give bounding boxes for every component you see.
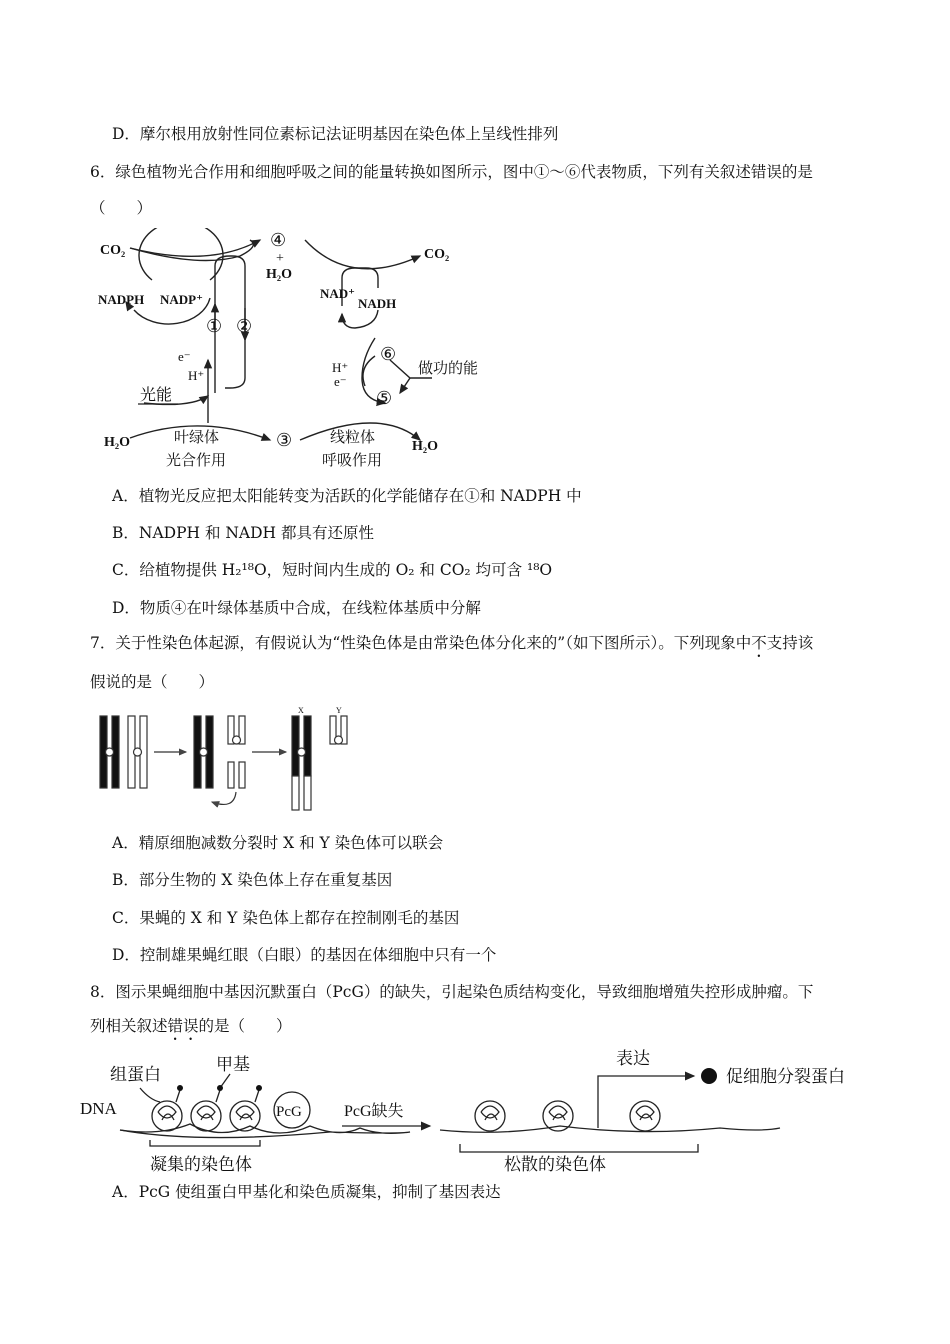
q5-option-d: D．摩尔根用放射性同位素标记法证明基因在染色体上呈线性排列 [112,125,559,143]
label-h2o-left: H₂O [104,435,130,450]
q6-option-a: A．植物光反应把太阳能转变为活跃的化学能储存在①和 NADPH 中 [112,487,582,505]
label-express: 表达 [616,1049,650,1068]
q7-option-a: A．精原细胞减数分裂时 X 和 Y 染色体可以联会 [112,834,444,852]
q7-stem-line2: 假说的是（ ） [90,673,215,691]
label-e-minus-2: e⁻ [334,374,347,389]
q7-option-c: C．果蝇的 X 和 Y 染色体上都存在控制刚毛的基因 [112,909,460,927]
q7-stem-line1: 7．关于性染色体起源，有假说认为“性染色体是由常染色体分化来的”（如下图所示）。下列现象中不支持该 [90,634,814,652]
label-co2-right: CO₂ [424,247,450,262]
label-h-plus: H⁺ [188,368,205,383]
label-x: X [298,706,304,715]
label-loose-chromosome: 松散的染色体 [504,1155,606,1174]
label-respiration: 呼吸作用 [322,453,383,469]
label-pcg-loss: PcG缺失 [344,1103,404,1120]
label-h2o-top: H₂O [266,267,292,282]
label-condensed-chromosome: 凝集的染色体 [150,1155,252,1174]
label-nadp: NADP⁺ [160,292,203,307]
label-6: ⑥ [380,344,397,364]
label-co2-left: CO₂ [100,243,126,258]
label-work-energy: 做功的能 [418,361,479,377]
label-plus: + [276,251,284,266]
label-y: Y [336,706,342,715]
label-nadph: NADPH [98,292,145,307]
label-histone: 组蛋白 [110,1065,161,1084]
q6-option-d: D．物质④在叶绿体基质中合成，在线粒体基质中分解 [112,599,481,617]
label-h2o-right: H₂O [412,439,438,454]
q8-pcg-diagram [80,1040,870,1178]
label-dna: DNA [80,1099,117,1118]
label-h-plus-2: H⁺ [332,360,349,375]
label-pcg: PcG [276,1104,302,1120]
label-mitochondria: 线粒体 [330,430,376,446]
label-light-energy: 光能 [140,387,173,404]
label-methyl: 甲基 [216,1055,250,1074]
q7-chromosome-diagram [94,706,364,818]
label-mitosis-protein: 促细胞分裂蛋白 [726,1067,845,1086]
label-chloroplast: 叶绿体 [174,430,220,446]
label-e-minus: e⁻ [178,349,191,364]
label-5: ⑤ [376,388,393,408]
q6-option-c: C．给植物提供 H₂¹⁸O，短时间内生成的 O₂ 和 CO₂ 均可含 ¹⁸O [112,561,553,579]
q8-stem-line2: 列相关叙述错误的是（ ） [90,1017,292,1035]
q6-answer-paren: （ ） [90,199,153,217]
q7-option-d: D．控制雄果蝇红眼（白眼）的基因在体细胞中只有一个 [112,946,497,964]
label-nadh: NADH [358,296,397,311]
label-4: ④ [270,230,287,250]
label-3: ③ [276,430,293,450]
label-photosynthesis: 光合作用 [166,453,227,469]
q8-option-a: A．PcG 使组蛋白甲基化和染色质凝集，抑制了基因表达 [112,1183,501,1201]
label-1: ① [206,316,223,336]
q6-energy-diagram [90,228,510,476]
q6-stem: 6．绿色植物光合作用和细胞呼吸之间的能量转换如图所示，图中①～⑥代表物质，下列有关叙述错误的是 [90,163,813,181]
q6-option-b: B．NADPH 和 NADH 都具有还原性 [112,524,375,542]
label-nad: NAD⁺ [320,286,356,301]
label-2: ② [236,316,253,336]
q7-option-b: B．部分生物的 X 染色体上存在重复基因 [112,871,393,889]
q8-stem-line1: 8．图示果蝇细胞中基因沉默蛋白（PcG）的缺失，引起染色质结构变化，导致细胞增殖失控形成肿瘤。下 [90,983,814,1001]
